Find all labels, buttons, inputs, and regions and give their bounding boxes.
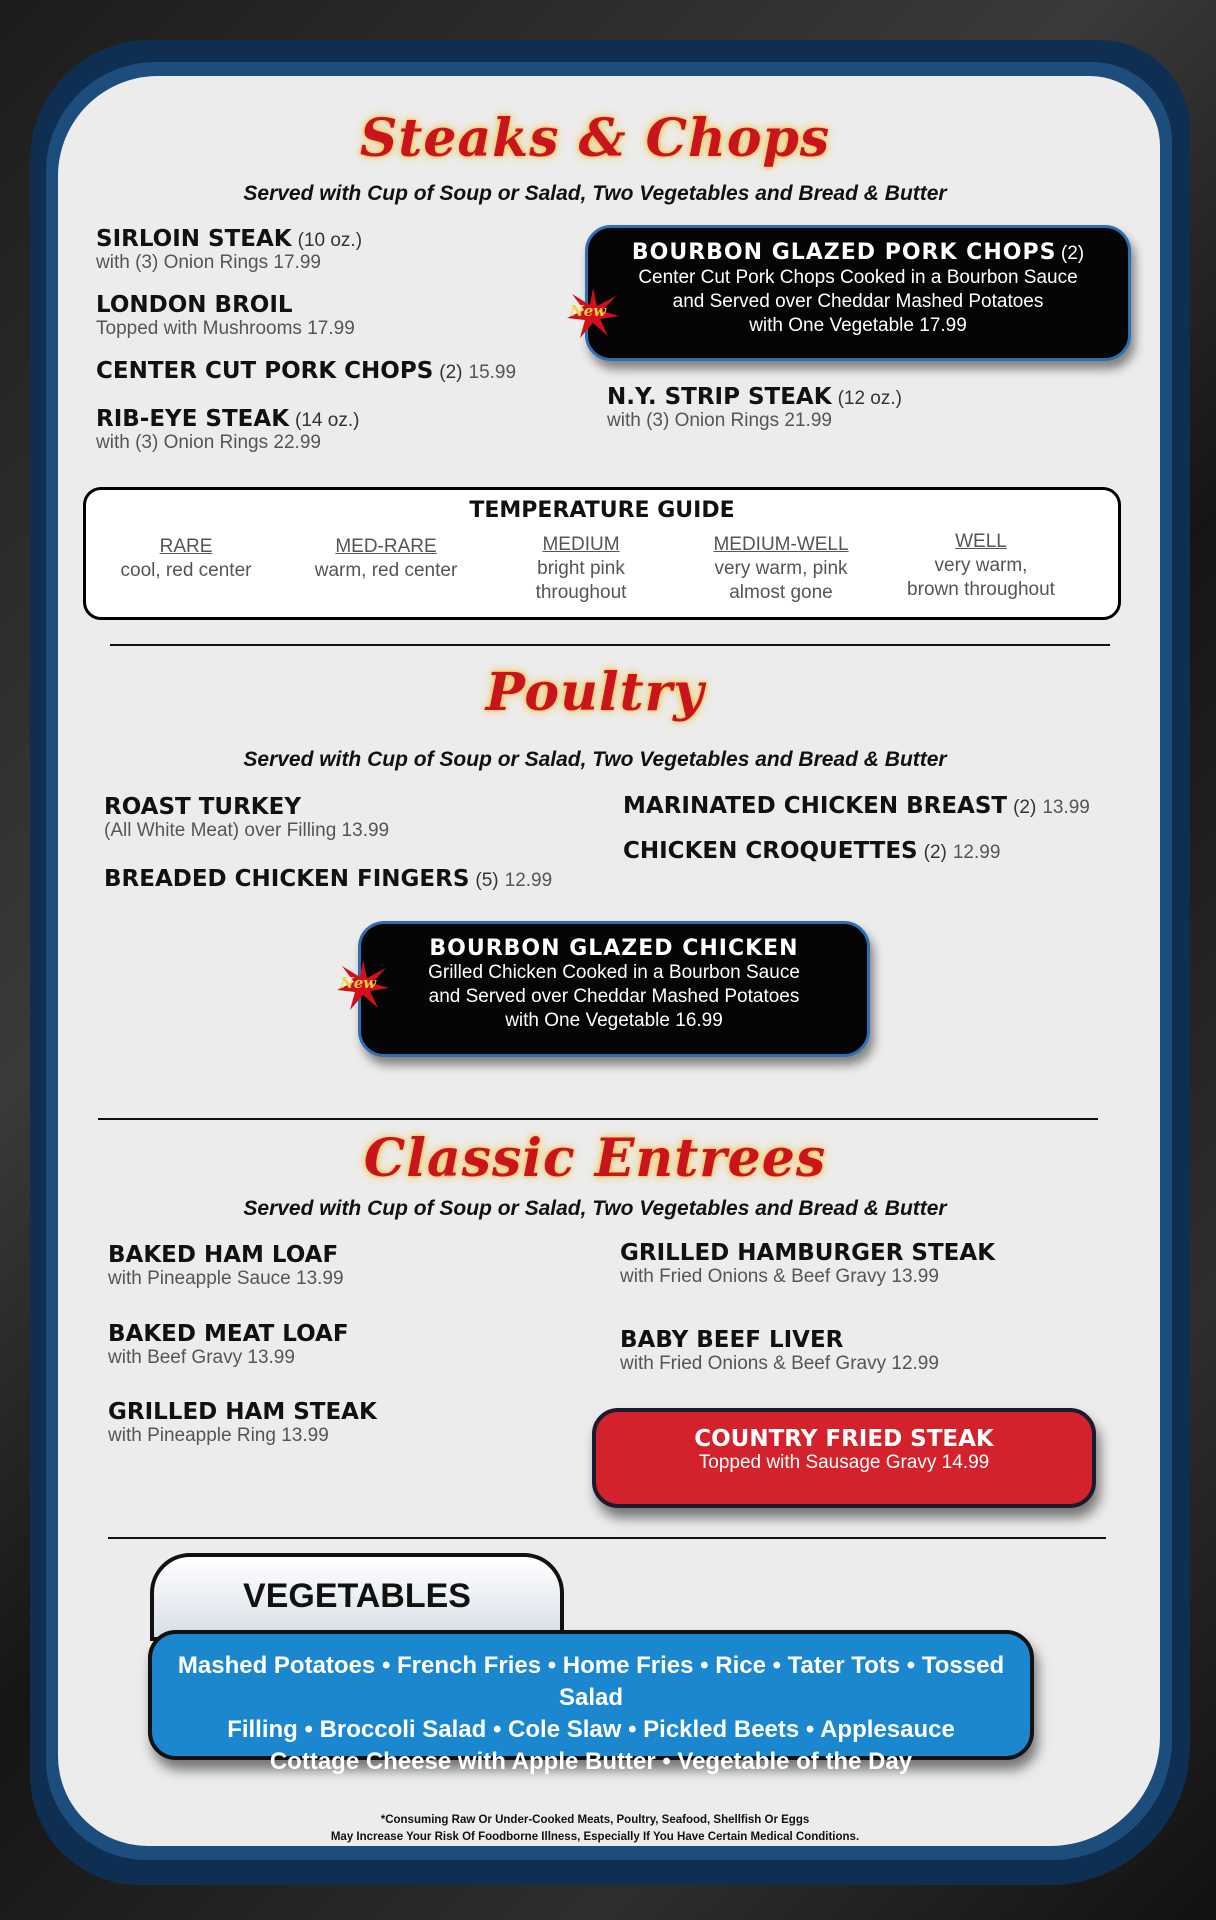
item-name: CHICKEN CROQUETTES — [623, 838, 918, 864]
item-name: BABY BEEF LIVER — [620, 1327, 844, 1353]
item-name: RIB-EYE STEAK — [96, 406, 290, 432]
item-note: (10 oz.) — [297, 230, 363, 251]
disclaimer-line: May Increase Your Risk Of Foodborne Illness, Especially If You Have Certain Medical Conditions. — [330, 1831, 860, 1843]
classic-subtitle: Served with Cup of Soup or Salad, Two Vegetables and Bread & Butter — [243, 1197, 947, 1220]
steaks-title: Steaks & Chops — [359, 108, 831, 169]
item-note: (12 oz.) — [837, 388, 902, 409]
steaks-subtitle: Served with Cup of Soup or Salad, Two Vegetables and Bread & Butter — [243, 182, 947, 205]
item-name: CENTER CUT PORK CHOPS — [96, 358, 434, 384]
disclaimer-line: *Consuming Raw Or Under-Cooked Meats, Poultry, Seafood, Shellfish Or Eggs — [380, 1814, 810, 1826]
featured-line: and Served over Cheddar Mashed Potatoes — [672, 291, 1044, 312]
menu-item-hamburger-steak — [620, 1240, 995, 1288]
featured-heading — [588, 240, 1128, 266]
item-name: ROAST TURKEY — [104, 794, 301, 820]
item-name: GRILLED HAM STEAK — [108, 1399, 377, 1425]
temp-desc: almost gone — [729, 582, 833, 603]
menu-item-roast-turkey — [104, 794, 389, 842]
temp-med-rare — [301, 535, 471, 583]
featured-note: (2) — [1060, 243, 1085, 264]
featured-country-fried-steak — [592, 1408, 1096, 1508]
item-name: BAKED MEAT LOAF — [108, 1321, 349, 1347]
menu-item-pork-chops — [96, 358, 516, 384]
vegetables-line: Mashed Potatoes • French Fries • Home Fries • Rice • Tater Tots • Tossed Salad — [177, 1652, 1005, 1711]
temp-desc: very warm, pink — [714, 558, 848, 579]
menu-item-beef-liver — [620, 1327, 939, 1375]
poultry-title: Poultry — [485, 662, 705, 723]
featured-line: and Served over Cheddar Mashed Potatoes — [428, 986, 800, 1007]
divider — [110, 644, 1110, 646]
item-name: LONDON BROIL — [96, 292, 293, 318]
item-desc: (All White Meat) over Filling 13.99 — [104, 820, 390, 841]
item-name: BREADED CHICKEN FINGERS — [104, 866, 470, 892]
menu-item-ribeye — [96, 406, 359, 454]
item-desc: with (3) Onion Rings 21.99 — [607, 410, 832, 431]
featured-bourbon-chicken — [358, 921, 870, 1057]
new-badge-icon — [336, 958, 390, 1012]
vegetables-title: VEGETABLES — [243, 1577, 471, 1615]
featured-line: Grilled Chicken Cooked in a Bourbon Sauce — [428, 962, 800, 983]
temp-rare — [106, 535, 266, 583]
menu-item-chicken-breast — [623, 793, 1090, 819]
item-name: GRILLED HAMBURGER STEAK — [620, 1240, 996, 1266]
item-name: SIRLOIN STEAK — [96, 226, 292, 252]
temp-label: MEDIUM — [542, 534, 620, 555]
featured-pork-chops — [585, 225, 1131, 361]
item-name: MARINATED CHICKEN BREAST — [623, 793, 1008, 819]
temp-label: MEDIUM-WELL — [713, 534, 849, 555]
item-desc: with Fried Onions & Beef Gravy 12.99 — [620, 1353, 939, 1374]
item-desc: with Pineapple Ring 13.99 — [108, 1425, 329, 1446]
temperature-title: TEMPERATURE GUIDE — [469, 498, 735, 523]
temp-label: RARE — [159, 536, 213, 557]
temp-desc: bright pink — [537, 558, 625, 579]
item-desc: with (3) Onion Rings 22.99 — [96, 432, 321, 453]
featured-name: BOURBON GLAZED CHICKEN — [429, 936, 799, 961]
item-desc: with (3) Onion Rings 17.99 — [96, 252, 321, 273]
item-desc: with Fried Onions & Beef Gravy 13.99 — [620, 1266, 939, 1287]
temp-label: MED-RARE — [335, 536, 437, 557]
temp-medium-well — [696, 533, 866, 605]
featured-name: COUNTRY FRIED STEAK — [694, 1426, 994, 1452]
temp-label: WELL — [955, 531, 1007, 552]
divider — [108, 1537, 1106, 1539]
temp-desc: throughout — [535, 582, 627, 603]
menu-item-ny-strip — [607, 384, 902, 432]
menu-item-chicken-fingers — [104, 866, 552, 892]
temperature-guide — [83, 487, 1121, 620]
new-badge-label: New — [570, 302, 607, 320]
item-price: 13.99 — [1042, 797, 1090, 818]
featured-name: BOURBON GLAZED PORK CHOPS — [631, 240, 1057, 265]
poultry-subtitle: Served with Cup of Soup or Salad, Two Vegetables and Bread & Butter — [243, 748, 947, 771]
featured-line: Center Cut Pork Chops Cooked in a Bourbon Sauce — [638, 267, 1078, 288]
featured-line: with One Vegetable 16.99 — [505, 1010, 723, 1031]
item-note: (2) — [439, 362, 463, 383]
item-note: (14 oz.) — [295, 410, 360, 431]
menu-item-sirloin — [96, 226, 362, 274]
temp-desc: warm, red center — [314, 560, 458, 581]
vegetables-line: Filling • Broccoli Salad • Cole Slaw • Pickled Beets • Applesauce — [227, 1716, 955, 1743]
temp-desc: cool, red center — [120, 560, 252, 581]
item-desc: Topped with Mushrooms 17.99 — [96, 318, 355, 339]
menu-item-meat-loaf — [108, 1321, 349, 1369]
item-note: (2) — [923, 842, 947, 863]
vegetables-line: Cottage Cheese with Apple Butter • Vegetable of the Day — [269, 1748, 913, 1775]
item-note: (5) — [475, 870, 499, 891]
featured-desc: Topped with Sausage Gravy 14.99 — [698, 1452, 990, 1473]
classic-title: Classic Entrees — [363, 1128, 827, 1189]
temp-desc: very warm, — [934, 555, 1028, 576]
menu-item-ham-loaf — [108, 1242, 344, 1290]
vegetables-list — [148, 1630, 1034, 1775]
item-desc: with Beef Gravy 13.99 — [108, 1347, 295, 1368]
temp-desc: brown throughout — [907, 579, 1055, 600]
vegetables-tab — [150, 1553, 564, 1641]
item-price: 15.99 — [468, 362, 517, 383]
health-disclaimer — [200, 1812, 990, 1846]
item-desc: with Pineapple Sauce 13.99 — [108, 1268, 344, 1289]
new-badge-icon — [566, 286, 620, 340]
temp-medium — [516, 533, 646, 605]
featured-line: with One Vegetable 17.99 — [749, 315, 967, 336]
menu-item-london-broil — [96, 292, 355, 340]
divider — [98, 1118, 1098, 1120]
menu-item-ham-steak — [108, 1399, 377, 1447]
temp-well — [896, 530, 1066, 602]
menu-item-croquettes — [623, 838, 1000, 864]
new-badge-label: New — [340, 974, 377, 992]
item-price: 12.99 — [952, 842, 1001, 863]
item-note: (2) — [1013, 797, 1037, 818]
item-name: BAKED HAM LOAF — [108, 1242, 339, 1268]
item-name: N.Y. STRIP STEAK — [607, 384, 832, 410]
item-price: 12.99 — [504, 870, 553, 891]
